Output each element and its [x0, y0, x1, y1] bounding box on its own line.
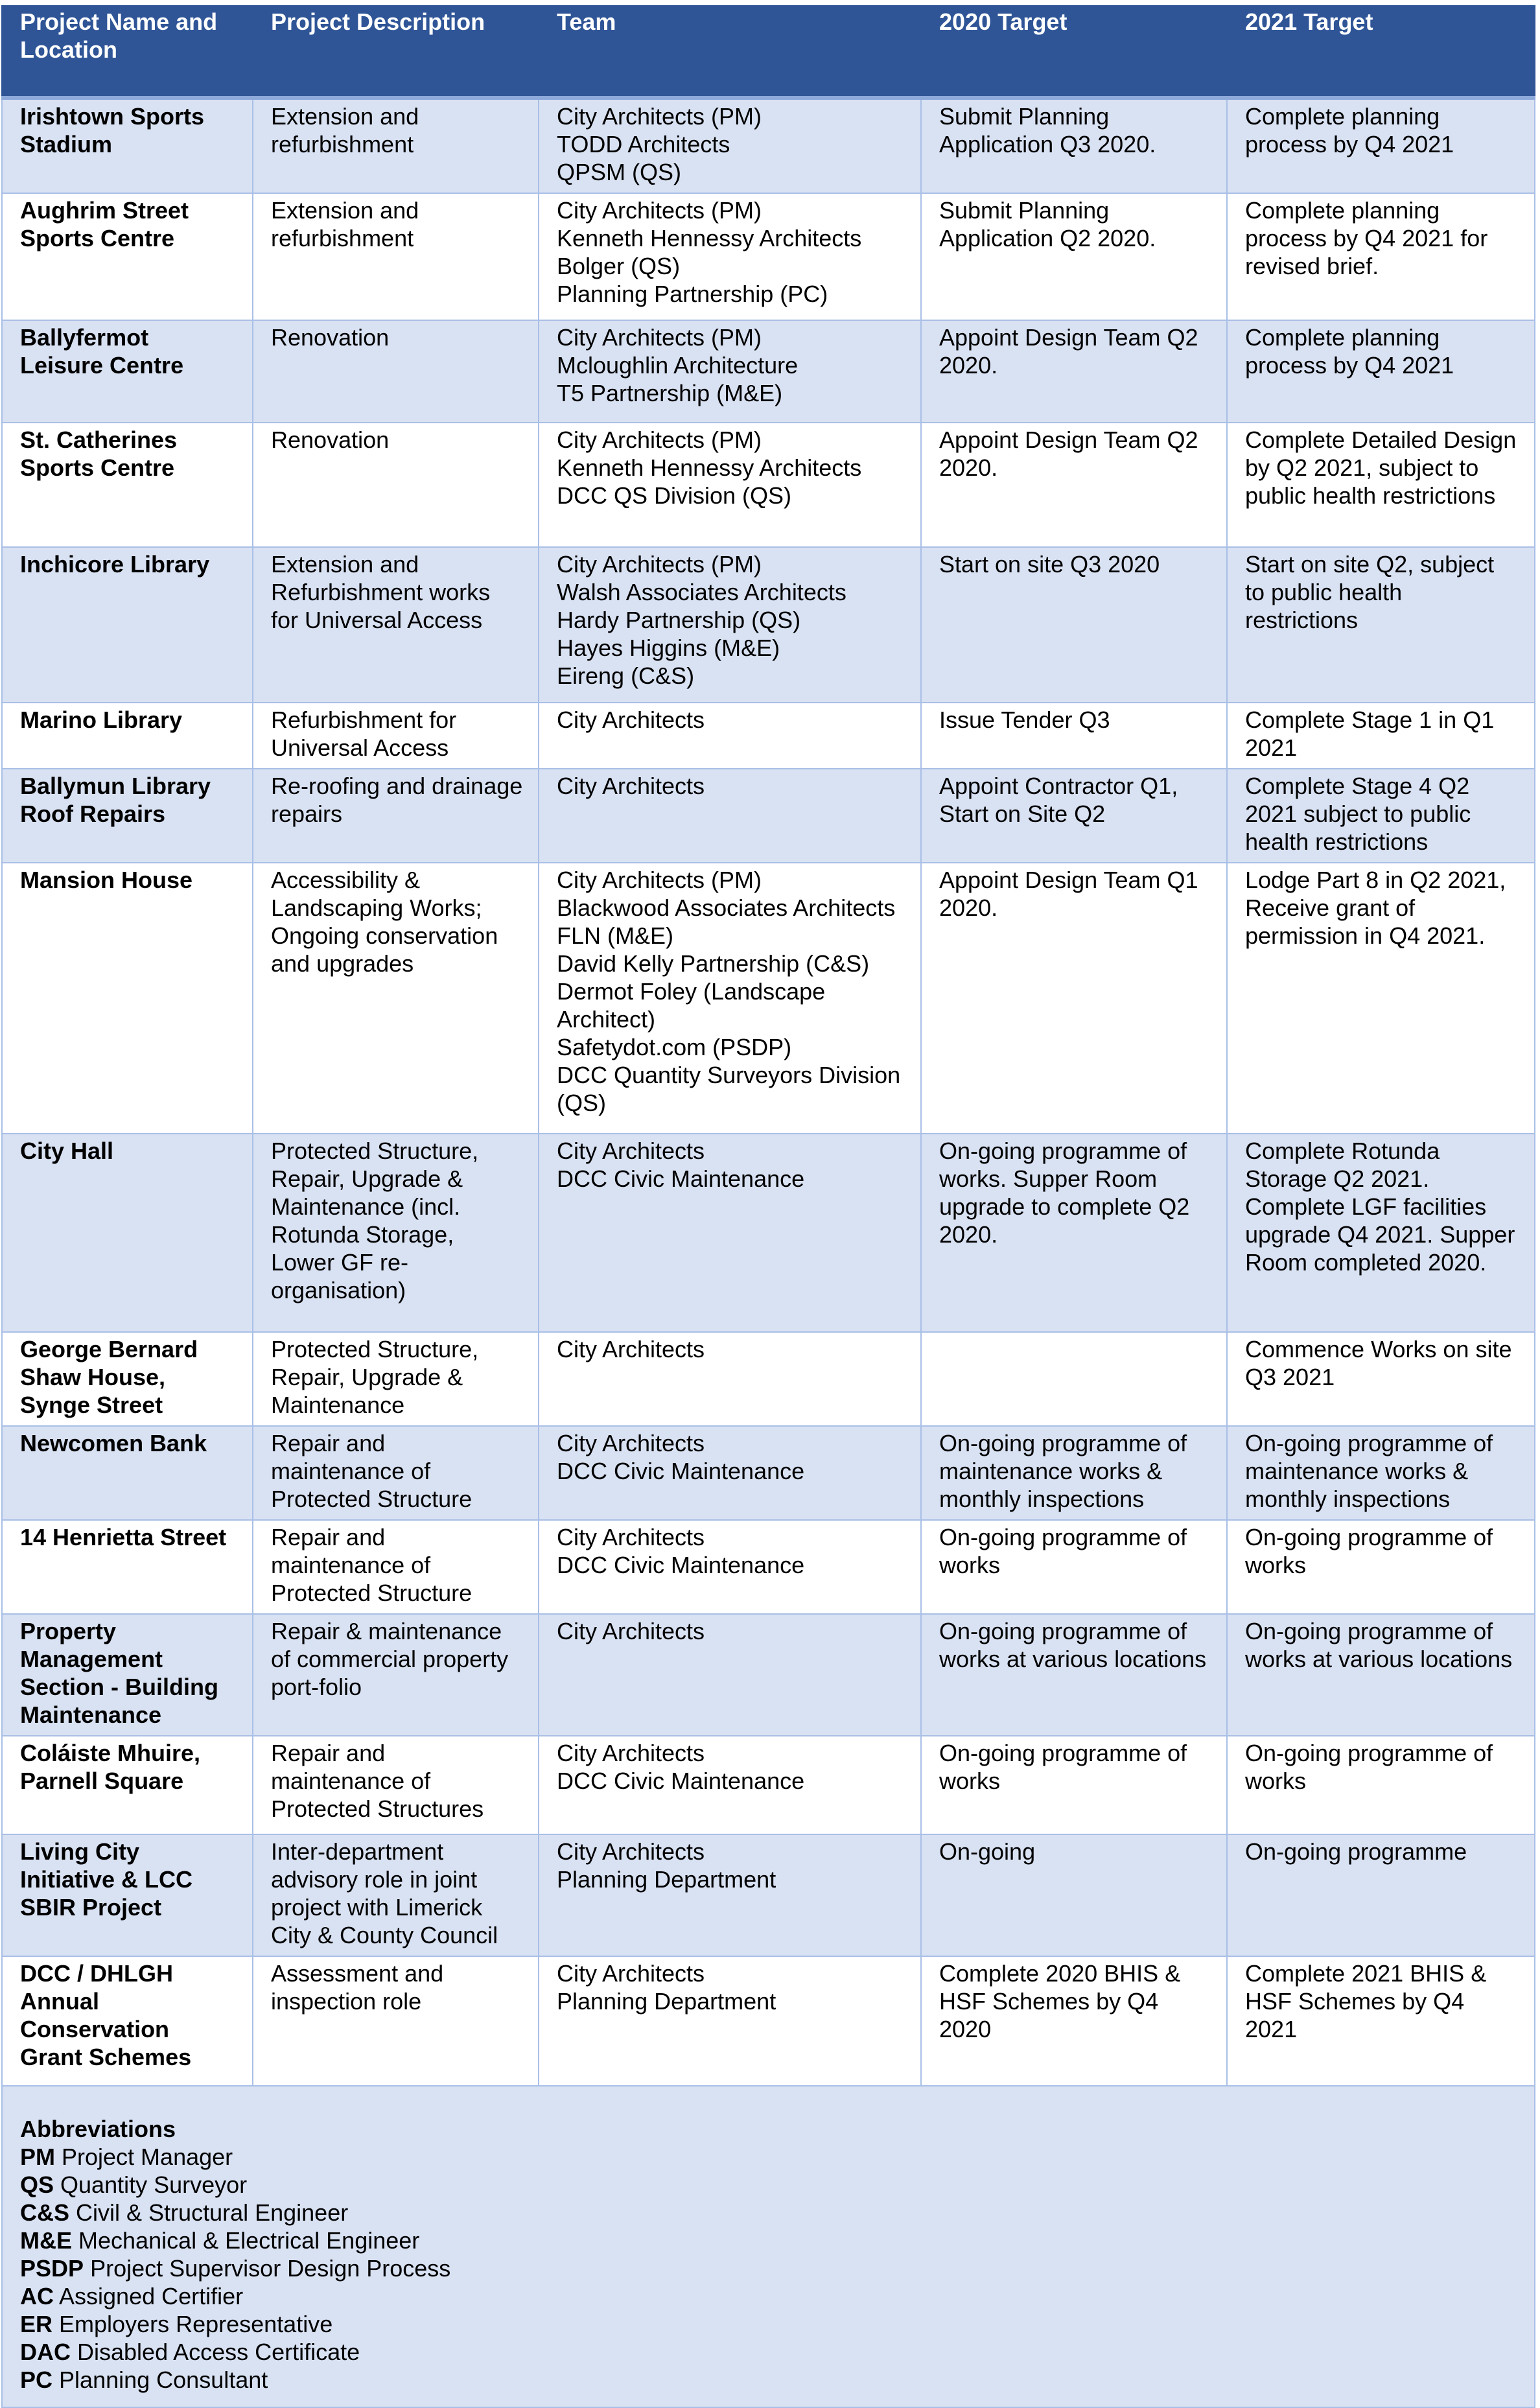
- team-member: Kenneth Hennessy Architects: [557, 454, 862, 481]
- team-member: City Architects: [557, 707, 705, 733]
- target-2021-cell: On-going programme of works: [1227, 1736, 1535, 1834]
- abbreviation-code: AC: [20, 2283, 54, 2309]
- team-member: Dermot Foley (Landscape Architect): [557, 978, 826, 1033]
- target-2020-cell: [921, 1332, 1227, 1426]
- table-body: [2, 98, 1535, 2086]
- abbreviation-code: PSDP: [20, 2255, 84, 2282]
- team-member: DCC QS Division (QS): [557, 482, 792, 509]
- abbreviation-meaning: Quantity Surveyor: [60, 2171, 248, 2198]
- target-2021-cell: Lodge Part 8 in Q2 2021, Receive grant of permission in Q4 2021.: [1227, 863, 1535, 1134]
- table-row: [2, 547, 1535, 703]
- target-2021-cell: Complete Detailed Design by Q2 2021, subject to public health restrictions: [1227, 423, 1535, 547]
- table-row: [2, 1426, 1535, 1520]
- abbreviation-meaning: Planning Consultant: [59, 2367, 268, 2393]
- table-row: [2, 98, 1535, 193]
- table-row: [2, 193, 1535, 320]
- team-member: City Architects: [557, 1524, 705, 1550]
- team-member: City Architects: [557, 1618, 705, 1644]
- target-2021-cell: Complete 2021 BHIS & HSF Schemes by Q4 2021: [1227, 1956, 1535, 2086]
- abbreviation-code: PC: [20, 2367, 53, 2393]
- team-member: City Architects: [557, 1430, 705, 1456]
- project-description-cell: Refurbishment for Universal Access: [253, 703, 539, 769]
- target-2021-cell: Complete planning process by Q4 2021 for revised brief.: [1227, 193, 1535, 320]
- abbreviation-meaning: Disabled Access Certificate: [77, 2339, 360, 2365]
- target-2020-cell: Start on site Q3 2020: [921, 547, 1227, 703]
- table-row: [2, 703, 1535, 769]
- abbreviation-entry: [20, 2199, 1517, 2227]
- project-description-cell: Renovation: [253, 423, 539, 547]
- team-member: Blackwood Associates Architects FLN (M&E): [557, 894, 896, 949]
- project-name-cell: Ballymun Library Roof Repairs: [2, 769, 253, 863]
- team-member: QPSM (QS): [557, 159, 682, 185]
- abbreviation-entry: [20, 2254, 1517, 2282]
- team-cell: [539, 1426, 921, 1520]
- team-member: DCC Civic Maintenance: [557, 1768, 805, 1794]
- project-description-cell: Extension and refurbishment: [253, 193, 539, 320]
- table-row: [2, 769, 1535, 863]
- target-2020-cell: On-going programme of works: [921, 1736, 1227, 1834]
- abbreviation-code: DAC: [20, 2339, 71, 2365]
- table-row: [2, 1956, 1535, 2086]
- team-member: Hardy Partnership (QS): [557, 607, 801, 633]
- team-member: Bolger (QS): [557, 253, 681, 279]
- target-2021-cell: On-going programme of maintenance works & monthly inspections: [1227, 1426, 1535, 1520]
- abbreviation-meaning: Employers Representative: [59, 2311, 333, 2337]
- project-name-cell: Inchicore Library: [2, 547, 253, 703]
- abbreviation-meaning: Civil & Structural Engineer: [76, 2199, 349, 2226]
- table-row: [2, 1614, 1535, 1736]
- abbreviations-list: [20, 2143, 1517, 2394]
- abbreviation-entry: [20, 2171, 1517, 2199]
- team-member: Planning Partnership (PC): [557, 281, 828, 307]
- project-description-cell: Extension and Refurbishment works for Universal Access: [253, 547, 539, 703]
- abbreviation-meaning: Mechanical & Electrical Engineer: [78, 2227, 420, 2254]
- project-description-cell: Protected Structure, Repair, Upgrade & Maintenance: [253, 1332, 539, 1426]
- target-2021-cell: On-going programme: [1227, 1834, 1535, 1956]
- team-member: Planning Department: [557, 1866, 776, 1893]
- target-2020-cell: On-going programme of works at various locations: [921, 1614, 1227, 1736]
- abbreviation-meaning: Assigned Certifier: [59, 2283, 244, 2309]
- project-description-cell: Accessibility & Landscaping Works; Ongoing conservation and upgrades: [253, 863, 539, 1134]
- target-2020-cell: Appoint Design Team Q2 2020.: [921, 423, 1227, 547]
- project-name-cell: Aughrim Street Sports Centre: [2, 193, 253, 320]
- project-description-cell: Extension and refurbishment: [253, 98, 539, 193]
- target-2020-cell: Appoint Design Team Q2 2020.: [921, 320, 1227, 423]
- team-cell: [539, 863, 921, 1134]
- target-2021-cell: Start on site Q2, subject to public health restrictions: [1227, 547, 1535, 703]
- project-name-cell: Marino Library: [2, 703, 253, 769]
- table-row: [2, 423, 1535, 547]
- team-member: City Architects (PM): [557, 103, 762, 130]
- header-2021-target: 2021 Target: [1227, 6, 1535, 98]
- team-cell: [539, 1834, 921, 1956]
- target-2020-cell: On-going programme of maintenance works & monthly inspections: [921, 1426, 1227, 1520]
- project-name-cell: Mansion House: [2, 863, 253, 1134]
- target-2021-cell: Complete Stage 1 in Q1 2021: [1227, 703, 1535, 769]
- team-cell: [539, 1956, 921, 2086]
- team-member: City Architects (PM): [557, 551, 762, 578]
- project-description-cell: Renovation: [253, 320, 539, 423]
- team-member: City Architects: [557, 1740, 705, 1766]
- project-description-cell: Re-roofing and drainage repairs: [253, 769, 539, 863]
- team-member: David Kelly Partnership (C&S): [557, 950, 870, 977]
- abbreviation-code: M&E: [20, 2227, 72, 2254]
- team-member: Hayes Higgins (M&E): [557, 635, 780, 661]
- team-member: Eireng (C&S): [557, 662, 695, 689]
- target-2021-cell: Complete planning process by Q4 2021: [1227, 320, 1535, 423]
- project-name-cell: Newcomen Bank: [2, 1426, 253, 1520]
- team-member: City Architects: [557, 773, 705, 799]
- target-2021-cell: Complete Stage 4 Q2 2021 subject to public health restrictions: [1227, 769, 1535, 863]
- project-name-cell: George Bernard Shaw House, Synge Street: [2, 1332, 253, 1426]
- team-member: City Architects: [557, 1838, 705, 1865]
- team-cell: [539, 1614, 921, 1736]
- team-member: Kenneth Hennessy Architects: [557, 225, 862, 251]
- team-cell: [539, 547, 921, 703]
- team-cell: [539, 423, 921, 547]
- team-member: Safetydot.com (PSDP): [557, 1034, 792, 1060]
- target-2020-cell: On-going: [921, 1834, 1227, 1956]
- project-description-cell: Repair and maintenance of Protected Structure: [253, 1520, 539, 1614]
- project-description-cell: Inter-department advisory role in joint project with Limerick City & County Council: [253, 1834, 539, 1956]
- projects-table: [1, 5, 1535, 2408]
- team-member: Planning Department: [557, 1988, 776, 2015]
- project-description-cell: Repair and maintenance of Protected Structure: [253, 1426, 539, 1520]
- table-row: [2, 1834, 1535, 1956]
- team-member: DCC Civic Maintenance: [557, 1165, 805, 1192]
- target-2020-cell: Submit Planning Application Q3 2020.: [921, 98, 1227, 193]
- team-member: City Architects (PM): [557, 324, 762, 351]
- team-member: DCC Quantity Surveyors Division (QS): [557, 1062, 901, 1116]
- table-row: [2, 320, 1535, 423]
- abbreviations-cell: [2, 2086, 1535, 2407]
- table-row: [2, 1520, 1535, 1614]
- team-cell: [539, 1332, 921, 1426]
- team-member: City Architects: [557, 1138, 705, 1164]
- table-row: [2, 863, 1535, 1134]
- team-cell: [539, 1520, 921, 1614]
- abbreviation-code: C&S: [20, 2199, 70, 2226]
- project-name-cell: City Hall: [2, 1134, 253, 1332]
- header-2020-target: 2020 Target: [921, 6, 1227, 98]
- team-cell: [539, 98, 921, 193]
- team-member: T5 Partnership (M&E): [557, 380, 783, 406]
- team-member: Walsh Associates Architects: [557, 579, 846, 605]
- table-header: [2, 6, 1535, 98]
- abbreviation-entry: [20, 2366, 1517, 2394]
- abbreviation-entry: [20, 2143, 1517, 2171]
- target-2021-cell: Complete planning process by Q4 2021: [1227, 98, 1535, 193]
- project-description-cell: Repair & maintenance of commercial property port-folio: [253, 1614, 539, 1736]
- team-member: City Architects (PM): [557, 197, 762, 224]
- target-2020-cell: Issue Tender Q3: [921, 703, 1227, 769]
- team-member: DCC Civic Maintenance: [557, 1552, 805, 1578]
- target-2020-cell: On-going programme of works. Supper Room upgrade to complete Q2 2020.: [921, 1134, 1227, 1332]
- abbreviation-code: ER: [20, 2311, 53, 2337]
- abbreviation-meaning: Project Supervisor Design Process: [90, 2255, 451, 2282]
- team-cell: [539, 193, 921, 320]
- abbreviation-entry: [20, 2310, 1517, 2338]
- team-cell: [539, 703, 921, 769]
- table-row: [2, 1736, 1535, 1834]
- project-description-cell: Assessment and inspection role: [253, 1956, 539, 2086]
- header-project-description: Project Description: [253, 6, 539, 98]
- abbreviations-title: Abbreviations: [20, 2116, 176, 2142]
- abbreviation-entry: [20, 2338, 1517, 2366]
- abbreviation-entry: [20, 2227, 1517, 2254]
- abbreviation-meaning: Project Manager: [62, 2144, 233, 2170]
- team-cell: [539, 1736, 921, 1834]
- project-description-cell: Protected Structure, Repair, Upgrade & Maintenance (incl. Rotunda Storage, Lower GF re-organisation): [253, 1134, 539, 1332]
- header-project-name: Project Name and Location: [2, 6, 253, 98]
- team-member: DCC Civic Maintenance: [557, 1458, 805, 1484]
- team-member: Mcloughlin Architecture: [557, 352, 799, 379]
- project-name-cell: 14 Henrietta Street: [2, 1520, 253, 1614]
- header-team: Team: [539, 6, 921, 98]
- target-2021-cell: On-going programme of works at various locations: [1227, 1614, 1535, 1736]
- target-2020-cell: Complete 2020 BHIS & HSF Schemes by Q4 2020: [921, 1956, 1227, 2086]
- target-2021-cell: On-going programme of works: [1227, 1520, 1535, 1614]
- project-name-cell: Property Management Section - Building Maintenance: [2, 1614, 253, 1736]
- abbreviation-code: QS: [20, 2171, 54, 2198]
- team-member: City Architects (PM): [557, 427, 762, 453]
- team-member: City Architects (PM): [557, 867, 762, 893]
- project-name-cell: Irishtown Sports Stadium: [2, 98, 253, 193]
- project-description-cell: Repair and maintenance of Protected Structures: [253, 1736, 539, 1834]
- target-2020-cell: Submit Planning Application Q2 2020.: [921, 193, 1227, 320]
- team-member: City Architects: [557, 1960, 705, 1987]
- target-2020-cell: On-going programme of works: [921, 1520, 1227, 1614]
- document-page: [0, 5, 1540, 2408]
- team-cell: [539, 320, 921, 423]
- project-name-cell: Living City Initiative & LCC SBIR Project: [2, 1834, 253, 1956]
- project-name-cell: Ballyfermot Leisure Centre: [2, 320, 253, 423]
- project-name-cell: St. Catherines Sports Centre: [2, 423, 253, 547]
- team-member: TODD Architects: [557, 131, 730, 158]
- target-2021-cell: Commence Works on site Q3 2021: [1227, 1332, 1535, 1426]
- target-2020-cell: Appoint Design Team Q1 2020.: [921, 863, 1227, 1134]
- table-row: [2, 1332, 1535, 1426]
- team-cell: [539, 1134, 921, 1332]
- project-name-cell: DCC / DHLGH Annual Conservation Grant Schemes: [2, 1956, 253, 2086]
- team-cell: [539, 769, 921, 863]
- target-2020-cell: Appoint Contractor Q1, Start on Site Q2: [921, 769, 1227, 863]
- abbreviation-entry: [20, 2282, 1517, 2310]
- project-name-cell: Coláiste Mhuire, Parnell Square: [2, 1736, 253, 1834]
- abbreviation-code: PM: [20, 2144, 55, 2170]
- team-member: City Architects: [557, 1336, 705, 1362]
- target-2021-cell: Complete Rotunda Storage Q2 2021. Complete LGF facilities upgrade Q4 2021. Supper Room completed 2020.: [1227, 1134, 1535, 1332]
- table-row: [2, 1134, 1535, 1332]
- abbreviations-section: [2, 2086, 1535, 2407]
